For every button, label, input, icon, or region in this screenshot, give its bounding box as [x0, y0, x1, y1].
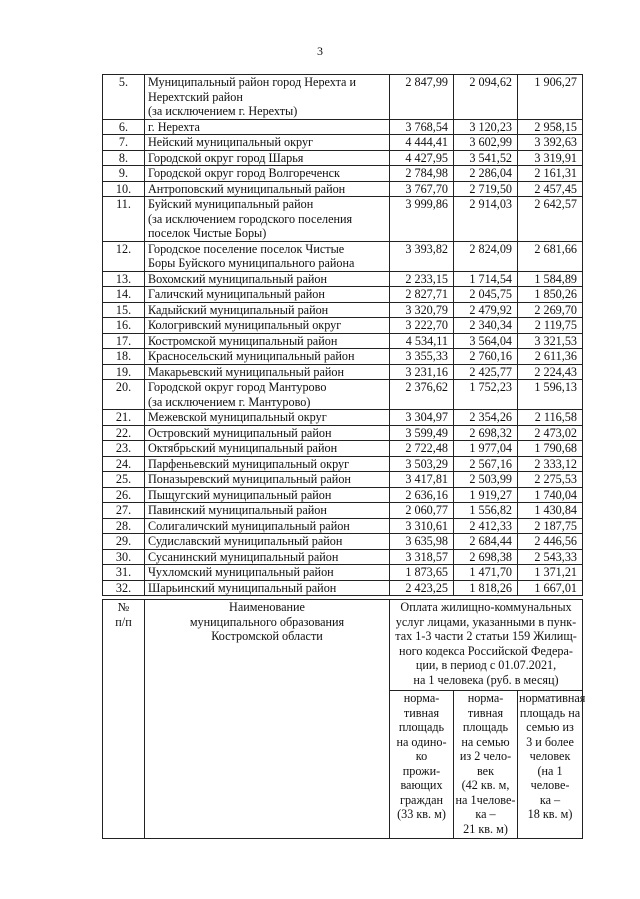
payment-value-v1: 3 393,82 — [390, 241, 454, 271]
text-line: норма- — [467, 691, 504, 705]
payment-value-v2: 2 340,34 — [454, 318, 518, 334]
row-number: 25. — [103, 472, 145, 488]
payment-value-v3: 2 958,15 — [518, 119, 583, 135]
municipality-name — [145, 241, 390, 271]
page-number: 3 — [317, 44, 323, 58]
municipality-name — [145, 119, 390, 135]
table-row — [103, 271, 583, 287]
table-row — [103, 441, 583, 457]
payment-value-v3: 3 319,91 — [518, 150, 583, 166]
row-number: 10. — [103, 181, 145, 197]
payment-value-v1: 2 784,98 — [390, 166, 454, 182]
text-line: Вохомский муниципальный район — [148, 271, 328, 286]
table-row — [103, 119, 583, 135]
text-line: Парфеньевский муниципальный округ — [148, 456, 350, 471]
payment-value-v1: 3 318,57 — [390, 549, 454, 565]
payment-value-v2: 2 503,99 — [454, 472, 518, 488]
text-line: 21 кв. м) — [463, 821, 508, 836]
table-row — [103, 518, 583, 534]
payment-value-v1: 4 427,95 — [390, 150, 454, 166]
payment-value-v2: 2 684,44 — [454, 534, 518, 550]
text-line: на 1челове- — [455, 792, 516, 807]
text-line: Сусанинский муниципальный район — [148, 549, 339, 564]
table-row — [103, 302, 583, 318]
subheader-family-3-cell — [518, 691, 586, 839]
payment-value-v3: 2 446,56 — [518, 534, 583, 550]
text-line: площадь — [462, 720, 509, 734]
payment-value-v1: 4 444,41 — [390, 135, 454, 151]
payment-value-v3: 2 269,70 — [518, 302, 583, 318]
municipality-name — [145, 181, 390, 197]
payment-value-v3: 2 116,58 — [518, 410, 583, 426]
text-line: площадь — [398, 720, 445, 734]
row-number: 17. — [103, 333, 145, 349]
payment-value-v1: 3 768,54 — [390, 119, 454, 135]
payment-value-v2: 2 094,62 — [454, 75, 518, 120]
text-line: Городской округ город Шарья — [148, 150, 304, 165]
municipality-name — [145, 197, 390, 242]
text-line: Костромской муниципальный район — [148, 333, 338, 348]
row-number: 31. — [103, 565, 145, 581]
text-line: Антроповский муниципальный район — [148, 181, 346, 196]
payment-value-v1: 3 767,70 — [390, 181, 454, 197]
header-name — [190, 600, 344, 643]
table-row — [103, 287, 583, 303]
text-line: (на 1 челове- — [530, 763, 570, 792]
text-line: Оплата жилищно-коммунальных — [400, 600, 572, 614]
municipality-name — [145, 271, 390, 287]
table-row — [103, 318, 583, 334]
text-line: (33 кв. м) — [397, 807, 446, 821]
text-line: вающих — [400, 778, 443, 792]
table-row — [103, 472, 583, 488]
payment-value-v1: 3 320,79 — [390, 302, 454, 318]
row-number: 9. — [103, 166, 145, 182]
municipality-name — [145, 487, 390, 503]
payment-value-v3: 2 161,31 — [518, 166, 583, 182]
text-line: (за исключением г. Мантурово) — [148, 394, 311, 409]
header-payment — [395, 600, 577, 687]
payment-value-v2: 2 354,26 — [454, 410, 518, 426]
text-line: Павинский муниципальный район — [148, 503, 327, 517]
payment-value-v3: 2 681,66 — [518, 241, 583, 271]
payment-value-v1: 2 376,62 — [390, 380, 454, 410]
municipality-name — [145, 302, 390, 318]
row-number: 27. — [103, 503, 145, 519]
table-row — [103, 503, 583, 519]
municipality-name — [145, 166, 390, 182]
text-line: нормативная — [519, 691, 586, 705]
table-row — [103, 534, 583, 550]
text-line: (за исключением городского поселения — [148, 211, 353, 226]
payment-value-v2: 2 425,77 — [454, 364, 518, 380]
payment-value-v2: 3 541,52 — [454, 150, 518, 166]
municipality-name — [145, 580, 390, 596]
municipality-name — [145, 503, 390, 519]
payment-value-v1: 3 999,86 — [390, 197, 454, 242]
municipality-name — [145, 425, 390, 441]
header-name-cell — [145, 600, 390, 839]
payment-value-v1: 2 423,25 — [390, 580, 454, 596]
table-row — [103, 150, 583, 166]
text-line: на одино- — [396, 734, 447, 749]
row-number: 24. — [103, 456, 145, 472]
text-line: Городское поселение поселок Чистые — [148, 241, 345, 256]
payment-value-v3: 1 430,84 — [518, 503, 583, 519]
table-row — [103, 181, 583, 197]
table-row — [103, 487, 583, 503]
municipality-name — [145, 441, 390, 457]
municipality-name — [145, 456, 390, 472]
table-row — [103, 425, 583, 441]
row-number: 21. — [103, 410, 145, 426]
table-row — [103, 75, 583, 120]
text-line: на семью — [461, 734, 510, 749]
payment-value-v3: 2 611,36 — [518, 349, 583, 365]
payment-value-v2: 2 412,33 — [454, 518, 518, 534]
payment-value-v3: 3 321,53 — [518, 333, 583, 349]
payment-value-v1: 3 599,49 — [390, 425, 454, 441]
payment-value-v1: 2 233,15 — [390, 271, 454, 287]
payment-value-v2: 1 471,70 — [454, 565, 518, 581]
payment-value-v1: 3 503,29 — [390, 456, 454, 472]
row-number: 15. — [103, 302, 145, 318]
payment-value-v2: 3 564,04 — [454, 333, 518, 349]
payment-value-v2: 2 286,04 — [454, 166, 518, 182]
payment-value-v2: 2 479,92 — [454, 302, 518, 318]
municipality-name — [145, 364, 390, 380]
municipality-name — [145, 333, 390, 349]
row-number: 8. — [103, 150, 145, 166]
text-line: 3 и более — [526, 734, 574, 749]
municipality-name — [145, 75, 390, 120]
payment-value-v1: 3 355,33 — [390, 349, 454, 365]
text-line: ка – — [475, 807, 496, 821]
payment-value-v3: 2 119,75 — [518, 318, 583, 334]
table-row — [103, 565, 583, 581]
municipality-name — [145, 518, 390, 534]
row-number: 18. — [103, 349, 145, 365]
payment-value-v3: 2 275,53 — [518, 472, 583, 488]
payment-value-v2: 1 714,54 — [454, 271, 518, 287]
text-line: п/п — [115, 614, 132, 629]
text-line: г. Нерехта — [148, 119, 200, 134]
text-line: Муниципальный район город Нерехта и — [148, 75, 357, 89]
text-line: Нейский муниципальный округ — [148, 135, 314, 149]
payment-value-v2: 1 818,26 — [454, 580, 518, 596]
payment-value-v3: 1 906,27 — [518, 75, 583, 120]
table-row — [103, 456, 583, 472]
text-line: семью из — [526, 720, 574, 734]
text-line: (42 кв. м, — [461, 778, 510, 792]
payment-value-v3: 2 187,75 — [518, 518, 583, 534]
text-line: Буйский муниципальный район — [148, 197, 314, 211]
table-row — [103, 380, 583, 410]
row-number: 16. — [103, 318, 145, 334]
municipality-name — [145, 287, 390, 303]
table-row — [103, 197, 583, 242]
payment-value-v3: 2 333,12 — [518, 456, 583, 472]
municipality-name — [145, 565, 390, 581]
municipality-name — [145, 349, 390, 365]
payment-value-v2: 1 977,04 — [454, 441, 518, 457]
payment-value-v1: 1 873,65 — [390, 565, 454, 581]
text-line: ка – — [539, 792, 561, 807]
table-row — [103, 333, 583, 349]
text-line: Октябрьский муниципальный район — [148, 441, 338, 455]
text-line: Островский муниципальный район — [148, 425, 332, 440]
text-line: Галичский муниципальный район — [148, 287, 325, 301]
text-line: тивная — [467, 705, 504, 720]
payment-table — [102, 74, 583, 596]
row-number: 6. — [103, 119, 145, 135]
header-num — [115, 600, 131, 629]
subheader-family-3 — [519, 691, 585, 821]
row-number: 5. — [103, 75, 145, 120]
table-row — [103, 364, 583, 380]
payment-value-v3: 2 543,33 — [518, 549, 583, 565]
payment-value-v2: 2 760,16 — [454, 349, 518, 365]
row-number: 19. — [103, 364, 145, 380]
payment-value-v1: 3 635,98 — [390, 534, 454, 550]
row-number: 12. — [103, 241, 145, 271]
table-row — [103, 410, 583, 426]
subheader-single-cell — [390, 691, 454, 839]
payment-value-v3: 1 584,89 — [518, 271, 583, 287]
payment-value-v2: 2 824,09 — [454, 241, 518, 271]
payment-value-v2: 2 567,16 — [454, 456, 518, 472]
payment-value-v1: 2 060,77 — [390, 503, 454, 519]
text-line: № — [117, 600, 130, 614]
text-line: человек — [529, 749, 571, 763]
text-line: Городской округ город Мантурово — [148, 380, 327, 394]
payment-value-v1: 2 636,16 — [390, 487, 454, 503]
row-number: 28. — [103, 518, 145, 534]
text-line: Красносельский муниципальный район — [148, 349, 355, 363]
row-number: 32. — [103, 580, 145, 596]
text-line: Солигаличский муниципальный район — [148, 518, 350, 533]
payment-value-v3: 3 392,63 — [518, 135, 583, 151]
payment-value-v3: 1 740,04 — [518, 487, 583, 503]
subheader-family-2 — [456, 691, 516, 836]
header-table — [102, 599, 586, 839]
municipality-name — [145, 549, 390, 565]
payment-table-body — [103, 75, 583, 596]
payment-value-v1: 3 231,16 — [390, 364, 454, 380]
payment-value-v2: 3 120,23 — [454, 119, 518, 135]
text-line: поселок Чистые Боры) — [148, 226, 267, 240]
text-line: Поназыревский муниципальный район — [148, 472, 351, 486]
payment-value-v3: 1 790,68 — [518, 441, 583, 457]
text-line: 18 кв. м) — [527, 807, 573, 821]
text-line: Макарьевский муниципальный район — [148, 364, 345, 379]
text-line: прожи- — [402, 763, 441, 778]
row-number: 30. — [103, 549, 145, 565]
text-line: Чухломский муниципальный район — [148, 565, 334, 579]
text-line: граждан — [399, 792, 444, 807]
text-line: (за исключением г. Нерехты) — [148, 104, 298, 118]
text-line: на 1 человека (руб. в месяц) — [413, 672, 559, 687]
row-number: 11. — [103, 197, 145, 242]
header-payment-cell — [390, 600, 583, 691]
text-line: Шарьинский муниципальный район — [148, 580, 337, 595]
payment-value-v1: 3 417,81 — [390, 472, 454, 488]
text-line: из 2 чело- — [459, 749, 512, 763]
text-line: Наименование — [229, 600, 305, 614]
text-line: Межевской муниципальный округ — [148, 410, 327, 424]
payment-value-v3: 2 224,43 — [518, 364, 583, 380]
municipality-name — [145, 150, 390, 166]
payment-value-v1: 4 534,11 — [390, 333, 454, 349]
table-row — [103, 135, 583, 151]
row-number: 22. — [103, 425, 145, 441]
municipality-name — [145, 135, 390, 151]
payment-value-v3: 2 642,57 — [518, 197, 583, 242]
table-row — [103, 166, 583, 182]
table-row — [103, 241, 583, 271]
row-number: 23. — [103, 441, 145, 457]
payment-value-v3: 1 371,21 — [518, 565, 583, 581]
text-line: Нерехтский район — [148, 89, 243, 104]
text-line: Пыщугский муниципальный район — [148, 487, 332, 502]
payment-value-v3: 1 596,13 — [518, 380, 583, 410]
payment-value-v3: 2 473,02 — [518, 425, 583, 441]
text-line: услуг лицами, указанными в пунк- — [395, 614, 577, 629]
row-number: 29. — [103, 534, 145, 550]
payment-value-v3: 2 457,45 — [518, 181, 583, 197]
row-number: 26. — [103, 487, 145, 503]
text-line: Судиславский муниципальный район — [148, 534, 343, 548]
text-line: муниципального образования — [189, 614, 345, 629]
payment-value-v2: 3 602,99 — [454, 135, 518, 151]
payment-value-v1: 2 722,48 — [390, 441, 454, 457]
text-line: век — [476, 763, 494, 778]
row-number: 13. — [103, 271, 145, 287]
text-line: ного кодекса Российской Федера- — [399, 643, 573, 658]
table-row — [103, 580, 583, 596]
payment-value-v2: 1 752,23 — [454, 380, 518, 410]
payment-value-v2: 2 698,32 — [454, 425, 518, 441]
table-row — [103, 549, 583, 565]
subheader-family-2-cell — [454, 691, 518, 839]
payment-value-v1: 3 304,97 — [390, 410, 454, 426]
table-row — [103, 349, 583, 365]
row-number: 14. — [103, 287, 145, 303]
payment-value-v1: 3 222,70 — [390, 318, 454, 334]
text-line: тивная — [403, 705, 440, 720]
municipality-name — [145, 410, 390, 426]
municipality-name — [145, 318, 390, 334]
text-line: Боры Буйского муниципального района — [148, 256, 355, 270]
municipality-name — [145, 380, 390, 410]
row-number: 20. — [103, 380, 145, 410]
text-line: тах 1-3 части 2 статьи 159 Жилищ- — [395, 629, 577, 643]
subheader-single — [396, 691, 446, 821]
text-line: норма- — [403, 691, 440, 705]
header-num-cell — [103, 600, 145, 839]
payment-value-v3: 1 850,26 — [518, 287, 583, 303]
municipality-name — [145, 472, 390, 488]
payment-value-v1: 2 827,71 — [390, 287, 454, 303]
row-number: 7. — [103, 135, 145, 151]
payment-value-v3: 1 667,01 — [518, 580, 583, 596]
text-line: Кадыйский муниципальный район — [148, 302, 329, 317]
payment-value-v2: 2 719,50 — [454, 181, 518, 197]
text-line: ции, в период с 01.07.2021, — [415, 658, 557, 672]
text-line: Городской округ город Волгореченск — [148, 166, 340, 180]
payment-value-v2: 1 556,82 — [454, 503, 518, 519]
text-line: ко — [415, 749, 428, 763]
municipality-name — [145, 534, 390, 550]
payment-value-v1: 3 310,61 — [390, 518, 454, 534]
payment-value-v2: 2 698,38 — [454, 549, 518, 565]
payment-value-v2: 1 919,27 — [454, 487, 518, 503]
text-line: Костромской области — [211, 629, 323, 643]
text-line: Кологривский муниципальный округ — [148, 318, 342, 332]
text-line: площадь на — [519, 705, 581, 720]
payment-value-v2: 2 045,75 — [454, 287, 518, 303]
payment-value-v2: 2 914,03 — [454, 197, 518, 242]
payment-value-v1: 2 847,99 — [390, 75, 454, 120]
